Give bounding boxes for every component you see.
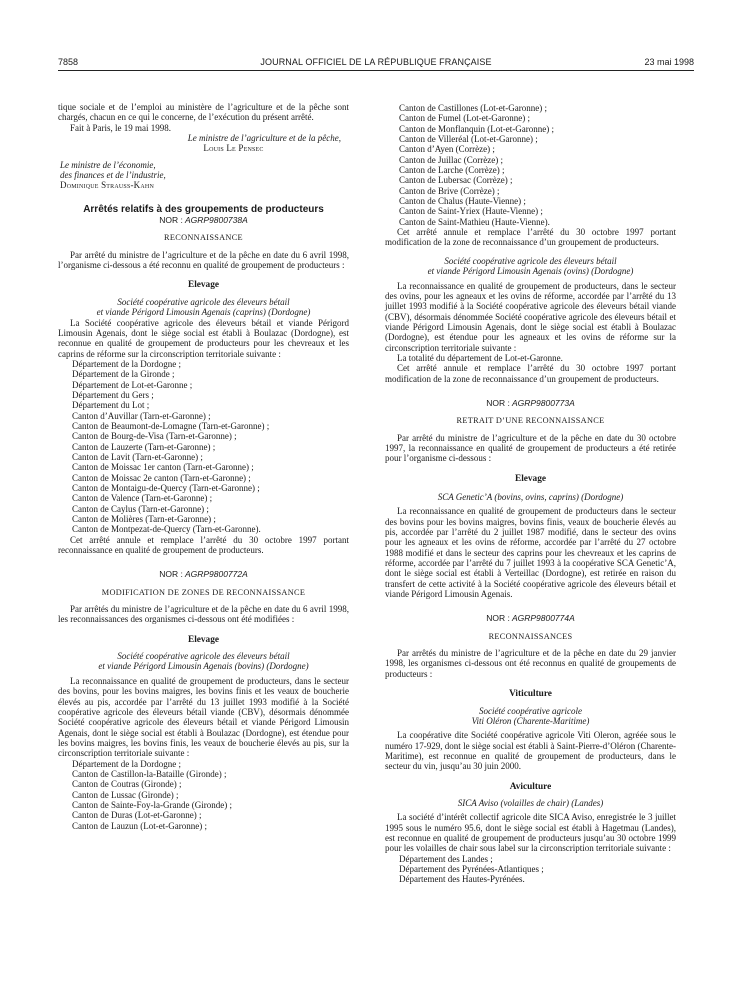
org1-name-a: Société coopérative agricole des éleveurs bétail — [117, 296, 290, 307]
abrogation-2: Cet arrêté annule et remplace l’arrêté du 30 octobre 1997 portant modification de la zone de reconnaissance d’un groupement de producteurs. — [385, 227, 676, 248]
reconnaissances-heading: RECONNAISSANCES — [488, 631, 573, 641]
list-item: Département du Lot ; — [72, 400, 150, 411]
org3-territory: La totalité du département de Lot-et-Garonne. — [397, 352, 563, 363]
list-item: Canton de Caylus (Tarn-et-Garonne) ; — [72, 503, 209, 514]
list-item: Département de la Gironde ; — [72, 369, 175, 380]
section-title: Arrêtés relatifs à des groupements de producteurs — [83, 203, 324, 215]
org4-name: SCA Genetic’A (bovins, ovins, caprins) (Dordogne) — [437, 492, 624, 502]
reconnaissance-text: Par arrêté du ministre de l’agriculture et de la pêche en date du 6 avril 1998, l’organisme ci-dessous a été reconnu en qualité de groupement de producteurs : — [58, 249, 349, 271]
list-item: Canton de Bourg-de-Visa (Tarn-et-Garonne) ; — [72, 431, 237, 442]
left-column — [58, 102, 349, 831]
page-header — [58, 57, 694, 69]
org3-name-a: Société coopérative agricole des éleveurs bétail — [444, 255, 617, 266]
list-item: Canton de Lauzerte (Tarn-et-Garonne) ; — [72, 441, 216, 452]
org6-name: SICA Aviso (volailles de chair) (Landes) — [457, 797, 604, 808]
list-item: Département de Lot-et-Garonne ; — [72, 379, 193, 390]
list-item: Canton de Moissac 2e canton (Tarn-et-Garonne) ; — [72, 472, 251, 483]
org1-text: La Société coopérative agricole des éleveurs bétail et viande Périgord Limousin Agenais, dont le siège social est établi à Boulazac (Dordogne), est reconnue en qualité de groupement de producteurs pour les chevreaux et les caprins de réforme sur la circonscription territoriale suivante : — [58, 317, 349, 359]
list-item: Canton de Valence (Tarn-et-Garonne) ; — [72, 493, 213, 504]
org2-text: La reconnaissance en qualité de groupement de producteurs, dans le secteur des bovins, pour les bovins maigres, les bovins finis et les veaux de boucherie élevés au pis, accordée par l’arrêté du 13 juillet 1993 modifié à la Société coopérative agricole des éleveurs bétail viande (CBV), désormais dénommée Société coopérative agricole des éleveurs bétail et viande Périgord Limousin Agenais, dont le siège social est établi à Boulazac (Dordogne), est étendue pour les bovins maigres, les bovins finis, les veaux de boucherie élevés au pis, sur la circonscription territoriale suivante : — [58, 675, 349, 759]
list-item: Canton de Montpezat-de-Quercy (Tarn-et-Garonne). — [72, 524, 261, 535]
header-rule — [58, 70, 694, 71]
list-item: Canton de Saint-Yriex (Haute-Vienne) ; — [399, 206, 543, 217]
list-item: Département de la Dordogne ; — [72, 758, 181, 769]
list-item: Canton de Castillon-la-Bataille (Gironde) ; — [72, 768, 227, 779]
list-item: Canton de Monflanquin (Lot-et-Garonne) ; — [399, 123, 554, 134]
list-item: Canton d’Auvillar (Tarn-et-Garonne) ; — [72, 410, 211, 421]
list-item: Canton de Lavit (Tarn-et-Garonne) ; — [72, 451, 203, 462]
territory-list-3 — [385, 854, 676, 885]
retrait-text: Par arrêté du ministre de l’agriculture et de la pêche en date du 30 octobre 1997, la reconnaissance en qualité de groupement de producteurs a été retirée pour l’organisme ci-dessous : — [385, 432, 676, 464]
org1-name-b: et viande Périgord Limousin Agenais (caprins) (Dordogne) — [96, 307, 311, 318]
retrait-heading: RETRAIT D’UNE RECONNAISSANCE — [456, 416, 605, 426]
list-item: Canton de Lussac (Gironde) ; — [72, 789, 179, 800]
list-item: Canton de Juillac (Corrèze) ; — [399, 154, 503, 165]
list-item: Canton de Molières (Tarn-et-Garonne) ; — [72, 514, 216, 525]
fait-line: Fait à Paris, le 19 mai 1998. — [70, 122, 171, 133]
publication-date: 23 mai 1998 — [644, 57, 694, 67]
org6-text: La société d’intérêt collectif agricole dite SICA Aviso, enregistrée le 3 juillet 1995 sous le numéro 95.6, dont le siège social est établi à Hagetmau (Landes), est reconnue en qualité de groupement de producteurs jusqu’au 30 octobre 1999 pour les volailles de chair sous label sur la circonscription territoriale suivante : — [385, 812, 676, 854]
list-item: Canton de Larche (Corrèze) ; — [399, 165, 505, 176]
list-item: Canton de Castillones (Lot-et-Garonne) ; — [399, 103, 547, 113]
org2-name-a: Société coopérative agricole des éleveurs bétail — [117, 651, 290, 662]
list-item: Canton de Lubersac (Corrèze) ; — [399, 175, 513, 186]
signature-title-2b: des finances et de l’industrie, — [60, 170, 166, 181]
signature-name-2: Dominique Strauss-Kahn — [60, 180, 154, 191]
org4-text: La reconnaissance en qualité de groupement de producteurs dans le secteur des bovins pour les bovins maigres, bovins finis, veaux de boucherie élevés au pis, accordée par l’arrêté du 2 juillet 1987 modifié, dans le secteur des ovins pour les agneaux et les ovins de réforme, accordée par l’arrêté du 27 octobre 1988 modifié et dans le secteur des caprins pour les chevreaux et les caprins de réforme, accordée par l’arrêté du 7 juillet 1993 à la coopérative SCA Genetic’A, dont le siège social est établi à Verteillac (Dordogne), est retirée en raison du transfert de cette activité à la Société coopérative agricole des éleveurs bétail et viande Périgord Limousin Agenais. — [385, 506, 676, 600]
intro-text: tique sociale et de l’emploi au ministère de l’agriculture et de la pêche sont chargés, chacun en ce qui le concerne, de l’exécution du présent arrêté. — [58, 102, 349, 123]
nor-reference-4: NOR : AGRP9800774A — [486, 613, 575, 624]
elevage-heading-2: Elevage — [188, 634, 219, 645]
reconnaissances-text: Par arrêtés du ministre de l’agriculture et de la pêche en date du 29 janvier 1998, les organismes ci-dessous ont été reconnus en qualité de groupements de producteurs : — [385, 648, 676, 679]
org5-text: La coopérative dite Société coopérative agricole Viti Oleron, agréée sous le numéro 17-929, dont le siège social est établi à Saint-Pierre-d’Oléron (Charente-Maritime), est reconnue en qualité de groupement de producteurs, dans le secteur du vin, jusqu’au 30 juin 2000. — [385, 730, 676, 772]
territory-list-1 — [58, 359, 349, 535]
abrogation-3: Cet arrêté annule et remplace l’arrêté du 30 octobre 1997 portant modification de la zone de reconnaissance d’un groupement de producteurs. — [385, 363, 676, 384]
list-item: Canton de Chalus (Haute-Vienne) ; — [399, 196, 526, 207]
viticulture-heading: Viticulture — [509, 689, 552, 700]
reconnaissance-heading: RECONNAISSANCE — [164, 233, 243, 243]
modification-heading: MODIFICATION DE ZONES DE RECONNAISSANCE — [101, 587, 306, 597]
org5-name-b: Viti Oléron (Charente-Maritime) — [471, 715, 590, 726]
org5-name-a: Société coopérative agricole — [479, 705, 582, 716]
list-item: Canton de Sainte-Foy-la-Grande (Gironde) ; — [72, 799, 232, 810]
list-item: Département des Hautes-Pyrénées. — [399, 874, 525, 885]
list-item: Canton de Lauzun (Lot-et-Garonne) ; — [72, 820, 207, 831]
nor-reference-3: NOR : AGRP9800773A — [486, 397, 575, 408]
nor-reference-1: NOR : AGRP9800738A — [159, 215, 248, 226]
territory-list-2 — [58, 759, 349, 831]
right-column — [385, 103, 676, 885]
org2-name-b: et viande Périgord Limousin Agenais (bovins) (Dordogne) — [98, 661, 309, 672]
territory-list-2-continued — [385, 103, 676, 227]
org3-name-b: et viande Périgord Limousin Agenais (ovins) (Dordogne) — [427, 266, 634, 277]
page-number: 7858 — [58, 57, 79, 67]
signature-title-1: Le ministre de l’agriculture et de la pêche, — [187, 133, 341, 144]
list-item: Département des Pyrénées-Atlantiques ; — [399, 863, 544, 874]
signature-title-2a: Le ministre de l’économie, — [60, 159, 156, 170]
org3-text: La reconnaissance en qualité de groupement de producteurs, dans le secteur des ovins, pour les agneaux et les ovins de réforme, accordée par l’arrêté du 13 juillet 1993 modifié à la Société coopérative agricole des éleveurs bétail viande (CBV), désormais dénommée Société coopérative agricole des éleveurs bétail et viande Périgord Limousin Agenais, dont le siège social est établi à Boulazac (Dordogne), est étendue pour les agneaux et les ovins de réforme sur la circonscription territoriale suivante : — [385, 280, 676, 353]
list-item: Canton de Coutras (Gironde) ; — [72, 779, 182, 790]
list-item: Canton de Saint-Mathieu (Haute-Vienne). — [399, 216, 550, 227]
list-item: Département des Landes ; — [399, 853, 493, 864]
list-item: Canton de Villeréal (Lot-et-Garonne) ; — [399, 134, 538, 145]
nor-reference-2: NOR : AGRP9800772A — [159, 569, 248, 580]
list-item: Département du Gers ; — [72, 389, 154, 400]
list-item: Canton de Fumel (Lot-et-Garonne) ; — [399, 113, 530, 124]
signature-name-1: Louis Le Pensec — [203, 143, 264, 154]
abrogation-1: Cet arrêté annule et remplace l’arrêté du 30 octobre 1997 portant reconnaissance en qualité de groupement de producteurs. — [58, 534, 349, 556]
journal-title: JOURNAL OFFICIEL DE LA RÉPUBLIQUE FRANÇAISE — [260, 57, 492, 67]
list-item: Canton de Beaumont-de-Lomagne (Tarn-et-Garonne) ; — [72, 420, 270, 431]
modification-text: Par arrêtés du ministre de l’agriculture et de la pêche en date du 6 avril 1998, les reconnaissances des organismes ci-dessous ont été modifiées : — [58, 604, 349, 625]
list-item: Canton de Montaigu-de-Quercy (Tarn-et-Garonne) ; — [72, 483, 260, 493]
list-item: Canton de Moissac 1er canton (Tarn-et-Garonne) ; — [72, 462, 254, 473]
list-item: Canton d’Ayen (Corrèze) ; — [399, 144, 495, 155]
elevage-heading-3: Elevage — [515, 473, 546, 484]
elevage-heading-1: Elevage — [188, 280, 219, 291]
aviculture-heading: Aviculture — [509, 781, 552, 792]
list-item: Canton de Brive (Corrèze) ; — [399, 185, 500, 196]
list-item: Département de la Dordogne ; — [72, 358, 181, 369]
list-item: Canton de Duras (Lot-et-Garonne) ; — [72, 810, 202, 821]
